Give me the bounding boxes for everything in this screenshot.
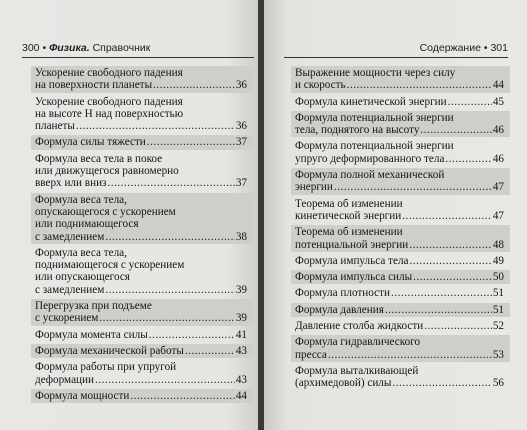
toc-entry [291,197,510,224]
toc-entry-last-line [35,312,247,324]
toc-entry-line: вверх или вниз [35,177,107,190]
toc-entry [31,135,253,149]
dot-leader [99,312,234,324]
toc-entry-line: или поднимающегося [35,218,139,231]
toc-entry-line: упруго деформированного тела [295,152,445,165]
toc-page-number: 39 [235,312,247,325]
toc-entry [31,95,253,134]
dot-leader [334,181,492,193]
toc-entry [31,299,253,326]
right-page-number: 301 [490,42,508,54]
toc-entry-line: Формула веса тела в покое [35,152,163,165]
toc-entry-last-line [295,304,504,316]
toc-entry-line: Формула веса тела, [35,193,127,206]
left-page-number: 300 [22,42,40,54]
toc-page-number: 44 [492,79,504,92]
dot-leader [402,210,492,222]
toc-entry-line: Формула импульса тела [295,254,409,267]
toc-page-number: 50 [492,271,504,284]
right-running-header [420,42,508,54]
toc-entry-line: кинетической энергии [295,209,402,222]
toc-entry-last-line [295,320,504,332]
toc-entry-line: Формула момента силы [35,328,148,341]
toc-entry-last-line [35,345,247,357]
toc-page-number: 47 [492,209,504,222]
dot-leader [385,304,492,316]
left-page [0,0,258,430]
toc-entry-last-line [295,239,504,251]
toc-entry-last-line [295,181,504,193]
toc-entry-line: потенциальной энергии [295,238,409,251]
toc-entry [31,360,253,387]
toc-page-number: 38 [235,230,247,243]
toc-page-number: 36 [235,120,247,133]
toc-entry-line: и скорость [295,79,346,92]
toc-page-number: 44 [235,389,247,402]
toc-entry [291,254,510,268]
dot-leader [107,177,234,189]
header-rule [284,57,508,58]
dot-leader [153,79,235,91]
dot-leader [105,284,235,296]
toc-entry-line: Формула выталкивающей [295,364,419,377]
toc-entry-line: с замедлением [35,283,105,296]
toc-page-number: 51 [492,303,504,316]
toc-entry-line: с замедлением [35,230,105,243]
right-section-title: Содержание [419,42,481,54]
dot-leader [130,390,234,402]
dot-leader [95,374,235,386]
toc-page-number: 41 [235,328,247,341]
dot-leader [347,79,492,91]
toc-entry-line: Давление столба жидкости [295,320,424,333]
toc-entry-last-line [295,96,504,108]
book-section: Справочник [92,42,151,54]
toc-entry [31,389,253,403]
header-separator: • [483,42,488,54]
toc-entry-last-line [35,329,247,341]
dot-leader [410,255,492,267]
toc-entry-line: Формула полной механической [295,169,445,182]
toc-entry-line: Ускорение свободного падения [35,95,183,108]
toc-page-number: 47 [492,181,504,194]
toc-page-number: 43 [235,373,247,386]
dot-leader [391,287,492,299]
toc-page-number: 49 [492,254,504,267]
toc-entry-line: тела, поднятого на высоту [295,124,420,137]
toc-entry-last-line [295,349,504,361]
toc-entry [31,193,253,244]
toc-entry-last-line [295,287,504,299]
toc-entry-line: или движущегося равномерно [35,165,179,178]
toc-page-number: 46 [492,124,504,137]
book-title: Физика. [49,42,90,54]
toc-entry-line: Формула мощности [35,389,130,402]
left-running-header [22,42,150,54]
toc-entry-last-line [35,231,247,243]
toc-entry [31,328,253,342]
dot-leader [445,153,491,165]
toc-entry-line: или опускающегося [35,271,130,284]
toc-entry-line: деформации [35,373,94,386]
toc-entry [31,246,253,297]
toc-list-right [291,66,510,393]
toc-entry-line: (архимедовой) силы [295,377,392,390]
toc-entry-last-line [35,390,247,402]
toc-entry-line: Формула кинетической энергии [295,95,447,108]
toc-entry-last-line [35,120,247,132]
dot-leader [424,320,492,332]
toc-entry-line: планеты [35,120,75,133]
toc-page-number: 53 [492,348,504,361]
toc-entry-line: Формула давления [295,303,384,316]
toc-entry [291,335,510,362]
toc-entry [291,364,510,391]
dot-leader [147,136,235,148]
dot-leader [420,124,491,136]
toc-entry-line: пресса [295,348,327,361]
toc-entry-last-line [295,255,504,267]
dot-leader [328,349,492,361]
toc-entry-line: Формула гидравлического [295,336,421,349]
toc-entry-line: на поверхности планеты [35,79,153,92]
toc-page-number: 52 [492,320,504,333]
toc-entry-line: Выражение мощности через силу [295,67,456,79]
toc-page-number: 37 [235,136,247,149]
toc-entry-last-line [35,374,247,386]
toc-entry-line: Теорема об изменении [295,197,403,210]
dot-leader [105,231,235,243]
dot-leader [413,271,492,283]
toc-page-number: 37 [235,177,247,190]
dot-leader [185,345,235,357]
toc-entry-line: Формула потенциальной энергии [295,111,454,124]
toc-entry [291,95,510,109]
toc-entry-last-line [295,377,504,389]
toc-entry-last-line [295,271,504,283]
dot-leader [76,120,235,132]
header-rule [22,57,254,58]
toc-entry [291,319,510,333]
toc-entry-line: с ускорением [35,312,99,325]
toc-entry-last-line [35,177,247,189]
toc-page-number: 36 [235,79,247,92]
toc-entry-last-line [35,136,247,148]
toc-entry-line: на высоте H над поверхностью [35,107,184,120]
toc-entry-line: Перегрузка при подъеме [35,300,152,313]
toc-entry [291,111,510,138]
dot-leader [409,239,492,251]
toc-page-number: 56 [492,377,504,390]
toc-entry-line: Формула работы при упругой [35,361,177,374]
toc-entry [31,66,253,93]
header-separator: • [42,42,47,54]
toc-entry [291,286,510,300]
toc-entry-last-line [35,79,247,91]
toc-page-number: 45 [492,95,504,108]
toc-entry-line: поднимающегося с ускорением [35,259,185,272]
toc-entry-line: Формула веса тела, [35,246,127,259]
right-page [264,0,527,430]
toc-entry-line: Формула механической работы [35,344,184,357]
toc-entry-last-line [295,153,504,165]
toc-entry-line: опускающегося с ускорением [35,205,176,218]
toc-entry-line: Формула плотности [295,287,390,300]
toc-entry-line: Теорема об изменении [295,226,403,239]
toc-entry-line: Ускорение свободного падения [35,67,183,79]
toc-entry [291,225,510,252]
toc-list-left [31,66,253,405]
toc-page-number: 43 [235,344,247,357]
toc-entry [291,168,510,195]
toc-entry-last-line [295,79,504,91]
toc-entry [291,139,510,166]
toc-entry [291,270,510,284]
dot-leader [149,329,235,341]
toc-entry [291,66,510,93]
toc-entry [31,344,253,358]
dot-leader [392,377,491,389]
toc-entry [31,152,253,191]
toc-entry [291,303,510,317]
toc-entry-last-line [295,210,504,222]
toc-page-number: 51 [492,287,504,300]
toc-page-number: 39 [235,283,247,296]
toc-page-number: 46 [492,152,504,165]
toc-entry-last-line [35,284,247,296]
dot-leader [448,96,492,108]
toc-entry-line: Формула потенциальной энергии [295,140,454,153]
toc-entry-line: Формула импульса силы [295,271,413,284]
toc-entry-line: энергии [295,181,333,194]
toc-entry-last-line [295,124,504,136]
toc-page-number: 48 [492,238,504,251]
toc-entry-line: Формула силы тяжести [35,136,146,149]
